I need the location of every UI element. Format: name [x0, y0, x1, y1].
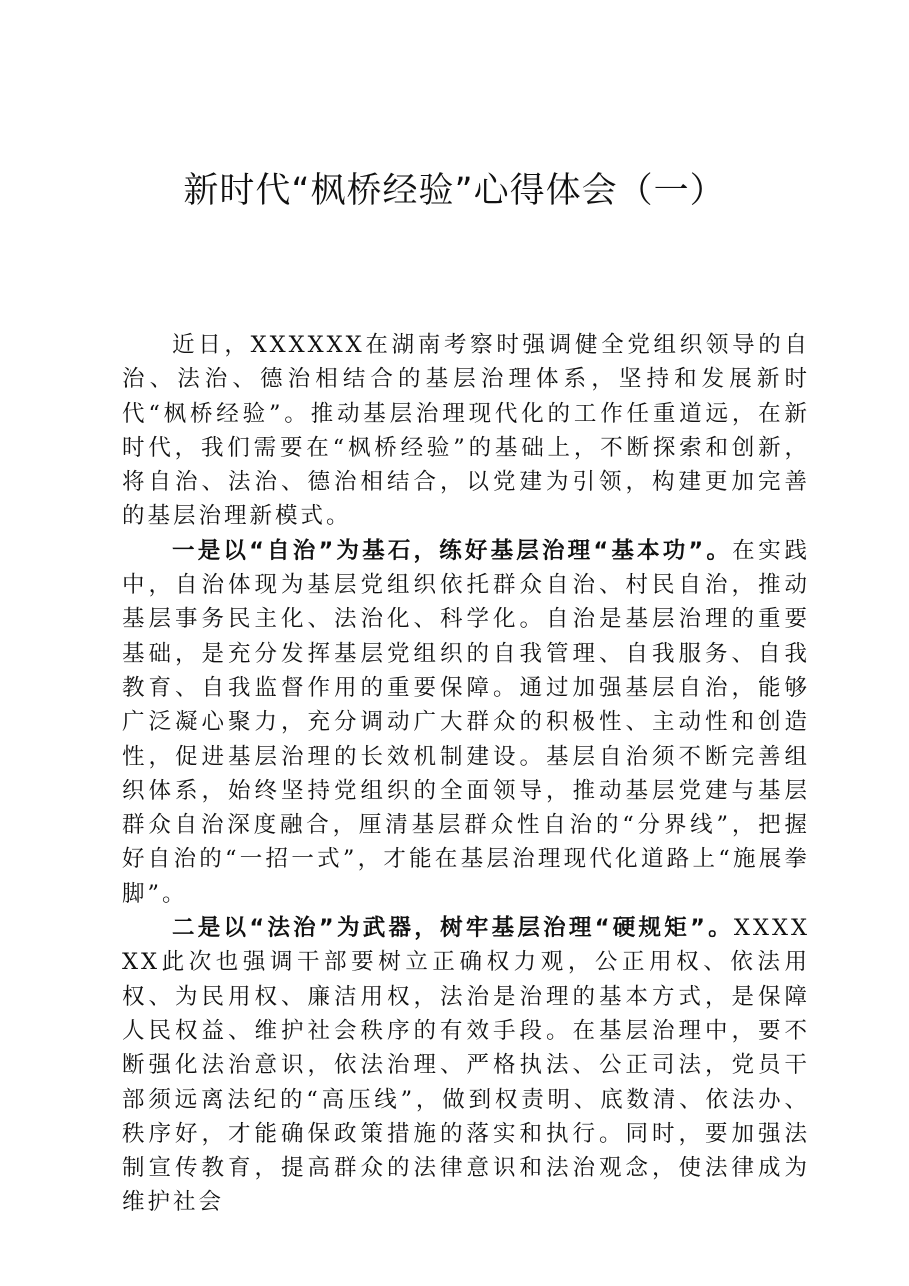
paragraph-text: 近日，XXXXXX在湖南考察时强调健全党组织领导的自治、法治、德治相结合的基层治理体系，坚持和发展新时代“枫桥经验”。推动基层治理现代化的工作任重道远，在新时代，我们需要在“枫桥经验”的基础上，不断探索和创新，将自治、法治、德治相结合，以党建为引领，构建更加完善的基层治理新模式。 — [122, 332, 810, 530]
document-body — [122, 328, 810, 1220]
paragraph-lead-heading: 二是以“法治”为武器，树牢基层治理“硬规矩”。 — [172, 915, 734, 942]
paragraph-self-governance — [122, 534, 810, 911]
paragraph-intro — [122, 328, 810, 534]
paragraph-lead-heading: 一是以“自治”为基石，练好基层治理“基本功”。 — [172, 537, 733, 564]
paragraph-rule-of-law — [122, 911, 810, 1220]
paragraph-text: 在实践中，自治体现为基层党组织依托群众自治、村民自治，推动基层事务民主化、法治化、科学化。自治是基层治理的重要基础，是充分发挥基层党组织的自我管理、自我服务、自我教育、自我监督作用的重要保障。通过加强基层自治，能够广泛凝心聚力，充分调动广大群众的积极性、主动性和创造性，促进基层治理的长效机制建设。基层自治须不断完善组织体系，始终坚持党组织的全面领导，推动基层党建与基层群众自治深度融合，厘清基层群众性自治的“分界线”，把握好自治的“一招一式”，才能在基层治理现代化道路上“施展拳脚”。 — [122, 537, 810, 907]
document-title: 新时代“枫桥经验”心得体会（一） — [183, 171, 726, 211]
paragraph-text: XXXXXX此次也强调干部要树立正确权力观，公正用权、依法用权、为民用权、廉洁用权，法治是治理的基本方式，是保障人民权益、维护社会秩序的有效手段。在基层治理中，要不断强化法治意识，依法治理、严格执法、公正司法，党员干部须远离法纪的“高压线”，做到权责明、底数清、依法办、秩序好，才能确保政策措施的落实和执行。同时，要加强法制宣传教育，提高群众的法律意识和法治观念，使法律成为维护社会 — [122, 915, 810, 1216]
